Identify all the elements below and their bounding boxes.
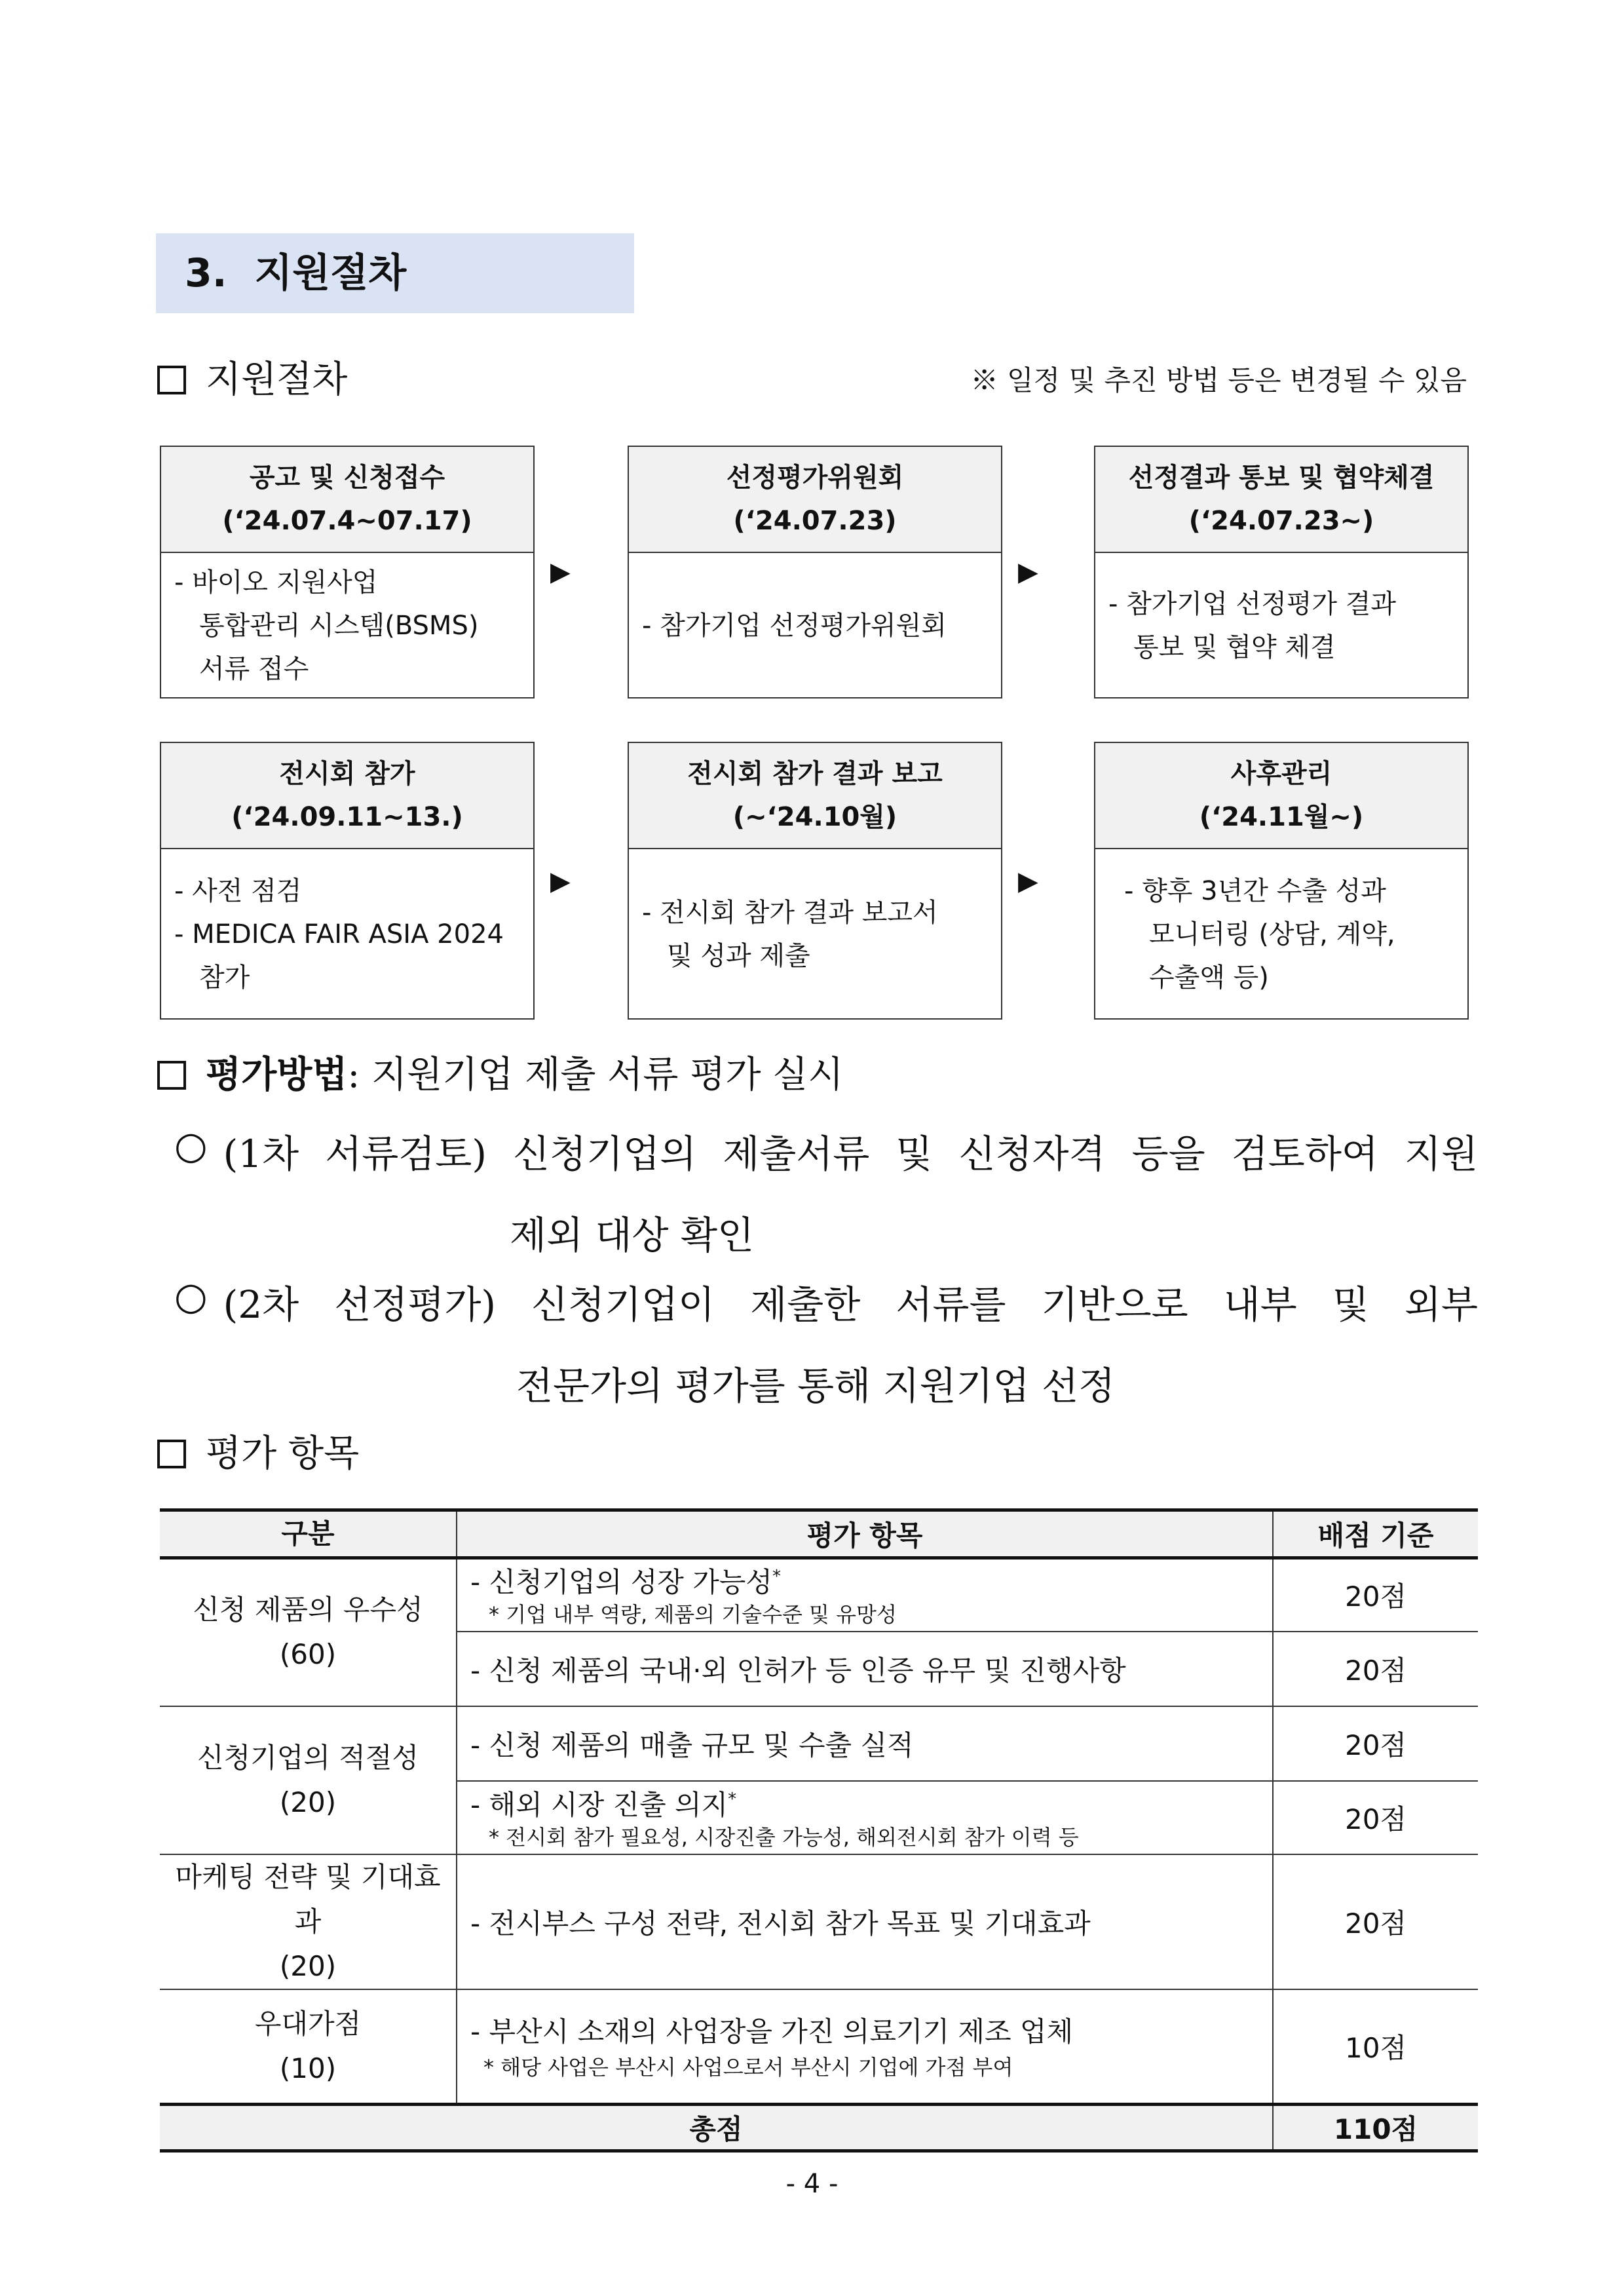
step-box-4 [160, 742, 535, 1020]
evaluation-item-line: 전문가의 평가를 통해 지원기업 선정 [516, 1364, 1116, 1408]
step-line: - 참가기업 선정평가 결과 [1108, 589, 1396, 619]
item-text: - 해외 시장 진출 의지 [470, 1788, 728, 1821]
step-date: (~‘24.10월) [732, 802, 897, 832]
group-weight: (10) [279, 2052, 337, 2084]
score-cell: 20점 [1273, 1781, 1478, 1854]
total-score: 110점 [1273, 2105, 1478, 2151]
score-cell: 20점 [1273, 1854, 1478, 1989]
group-cell [160, 1989, 457, 2105]
step-box-6 [1094, 742, 1469, 1020]
table-row [160, 1989, 1478, 2105]
score-cell: 10점 [1273, 1989, 1478, 2105]
step-date: (‘24.11월~) [1199, 802, 1364, 832]
evaluation-item-line: (1차 서류검토) 신청기업의 제출서류 및 신청자격 등을 검토하여 지원 [223, 1132, 1478, 1176]
item-subnote: * 전시회 참가 필요성, 시장진출 가능성, 해외전시회 참가 이력 등 [489, 1824, 1079, 1850]
step-box-3 [1094, 446, 1469, 698]
step-line: 모니터링 (상담, 계약, [1149, 919, 1395, 949]
arrow-right-icon: ▶ [550, 557, 571, 587]
score-cell: 20점 [1273, 1706, 1478, 1781]
step-line: - 참가기업 선정평가위원회 [642, 611, 947, 641]
circle-bullet-icon: ○ [174, 1123, 208, 1168]
item-subnote: * 해당 사업은 부산시 사업으로서 부산시 기업에 가점 부여 [483, 2054, 1013, 2080]
group-name: 신청 제품의 우수성 [193, 1594, 423, 1626]
step-line: - 향후 3년간 수출 성과 [1124, 876, 1386, 906]
item-cell [457, 1632, 1273, 1706]
circle-bullet-icon: ○ [174, 1274, 208, 1318]
item-text: - 전시부스 구성 전략, 전시회 참가 목표 및 기대효과 [470, 1907, 1091, 1940]
step-title: 공고 및 신청접수 [249, 463, 445, 493]
step-date: (‘24.07.23) [733, 506, 897, 536]
checkbox-square-icon [157, 1440, 186, 1468]
total-row [160, 2105, 1478, 2151]
evaluation-heading [157, 1046, 843, 1098]
section-title-text: 지원절차 [254, 250, 407, 296]
item-text: - 신청기업의 성장 가능성 [470, 1566, 772, 1599]
arrow-right-icon: ▶ [550, 866, 571, 896]
table-header-row [160, 1510, 1478, 1558]
item-mark: * [728, 1789, 737, 1809]
checkbox-square-icon [157, 366, 186, 394]
procedure-heading-text: 지원절차 [206, 358, 348, 401]
criteria-heading-text: 평가 항목 [206, 1432, 360, 1475]
section-number: 3. [185, 250, 227, 296]
item-cell [457, 1989, 1273, 2105]
group-weight: (20) [279, 1786, 337, 1818]
evaluation-item-1 [174, 1123, 1478, 1259]
evaluation-item-2 [174, 1274, 1478, 1410]
item-text: - 부산시 소재의 사업장을 가진 의료기기 제조 업체 [470, 2015, 1074, 2048]
step-line: - 사전 점검 [174, 876, 302, 906]
evaluation-heading-text: : 지원기업 제출 서류 평가 실시 [347, 1054, 844, 1096]
item-text: - 신청 제품의 국내·외 인허가 등 인증 유무 및 진행사항 [470, 1654, 1126, 1687]
checkbox-square-icon [157, 1061, 186, 1090]
procedure-heading [157, 351, 347, 403]
evaluation-heading-bold: 평가방법 [206, 1053, 348, 1096]
step-box-1 [160, 446, 535, 698]
schedule-note: ※ 일정 및 추진 방법 등은 변경될 수 있음 [970, 364, 1467, 396]
step-line: - MEDICA FAIR ASIA 2024 [174, 919, 504, 949]
group-name: 마케팅 전략 및 기대효과 [175, 1860, 441, 1938]
step-line: - 바이오 지원사업 [174, 567, 378, 598]
score-cell: 20점 [1273, 1558, 1478, 1632]
criteria-table [160, 1508, 1478, 2152]
table-row [160, 1706, 1478, 1781]
item-text: - 신청 제품의 매출 규모 및 수출 실적 [470, 1729, 914, 1761]
step-line: 및 성과 제출 [667, 941, 810, 971]
step-line: 수출액 등) [1149, 963, 1269, 993]
group-cell [160, 1558, 457, 1706]
page-number: - 4 - [785, 2169, 839, 2199]
step-line: 통보 및 협약 체결 [1133, 632, 1336, 662]
item-cell [457, 1706, 1273, 1781]
step-date: (‘24.07.23~) [1188, 506, 1374, 536]
group-cell [160, 1854, 457, 1989]
step-date: (‘24.07.4~07.17) [222, 506, 472, 536]
arrow-right-icon: ▶ [1018, 866, 1038, 896]
item-subnote: * 기업 내부 역량, 제품의 기술수준 및 유망성 [489, 1602, 897, 1628]
total-label: 총점 [160, 2105, 1273, 2151]
step-title: 전시회 참가 결과 보고 [687, 759, 943, 789]
step-title: 전시회 참가 [279, 759, 415, 789]
step-title: 사후관리 [1230, 759, 1332, 789]
item-cell [457, 1781, 1273, 1854]
group-name: 신청기업의 적절성 [197, 1741, 419, 1774]
step-title: 선정결과 통보 및 협약체결 [1128, 463, 1435, 493]
column-header: 구분 [160, 1510, 457, 1558]
item-cell [457, 1854, 1273, 1989]
step-box-5 [628, 742, 1002, 1020]
group-cell [160, 1706, 457, 1854]
step-line: 통합관리 시스템(BSMS) [199, 611, 479, 641]
item-mark: * [772, 1567, 781, 1587]
step-date: (‘24.09.11~13.) [231, 802, 463, 832]
group-weight: (20) [279, 1949, 337, 1982]
column-header: 배점 기준 [1273, 1510, 1478, 1558]
evaluation-item-line: (2차 선정평가) 신청기업이 제출한 서류를 기반으로 내부 및 외부 [223, 1282, 1478, 1327]
step-line: - 전시회 참가 결과 보고서 [642, 898, 938, 928]
evaluation-item-line: 제외 대상 확인 [510, 1213, 755, 1257]
score-cell: 20점 [1273, 1632, 1478, 1706]
step-line: 참가 [199, 963, 250, 993]
section-title [156, 233, 634, 313]
group-weight: (60) [279, 1638, 337, 1671]
group-name: 우대가점 [254, 2007, 362, 2040]
table-row [160, 1558, 1478, 1632]
arrow-right-icon: ▶ [1018, 557, 1038, 587]
step-title: 선정평가위원회 [726, 463, 904, 493]
step-line: 서류 접수 [199, 654, 309, 684]
column-header: 평가 항목 [457, 1510, 1273, 1558]
table-row [160, 1854, 1478, 1989]
criteria-heading [157, 1425, 359, 1477]
step-box-2 [628, 446, 1002, 698]
item-cell [457, 1558, 1273, 1632]
